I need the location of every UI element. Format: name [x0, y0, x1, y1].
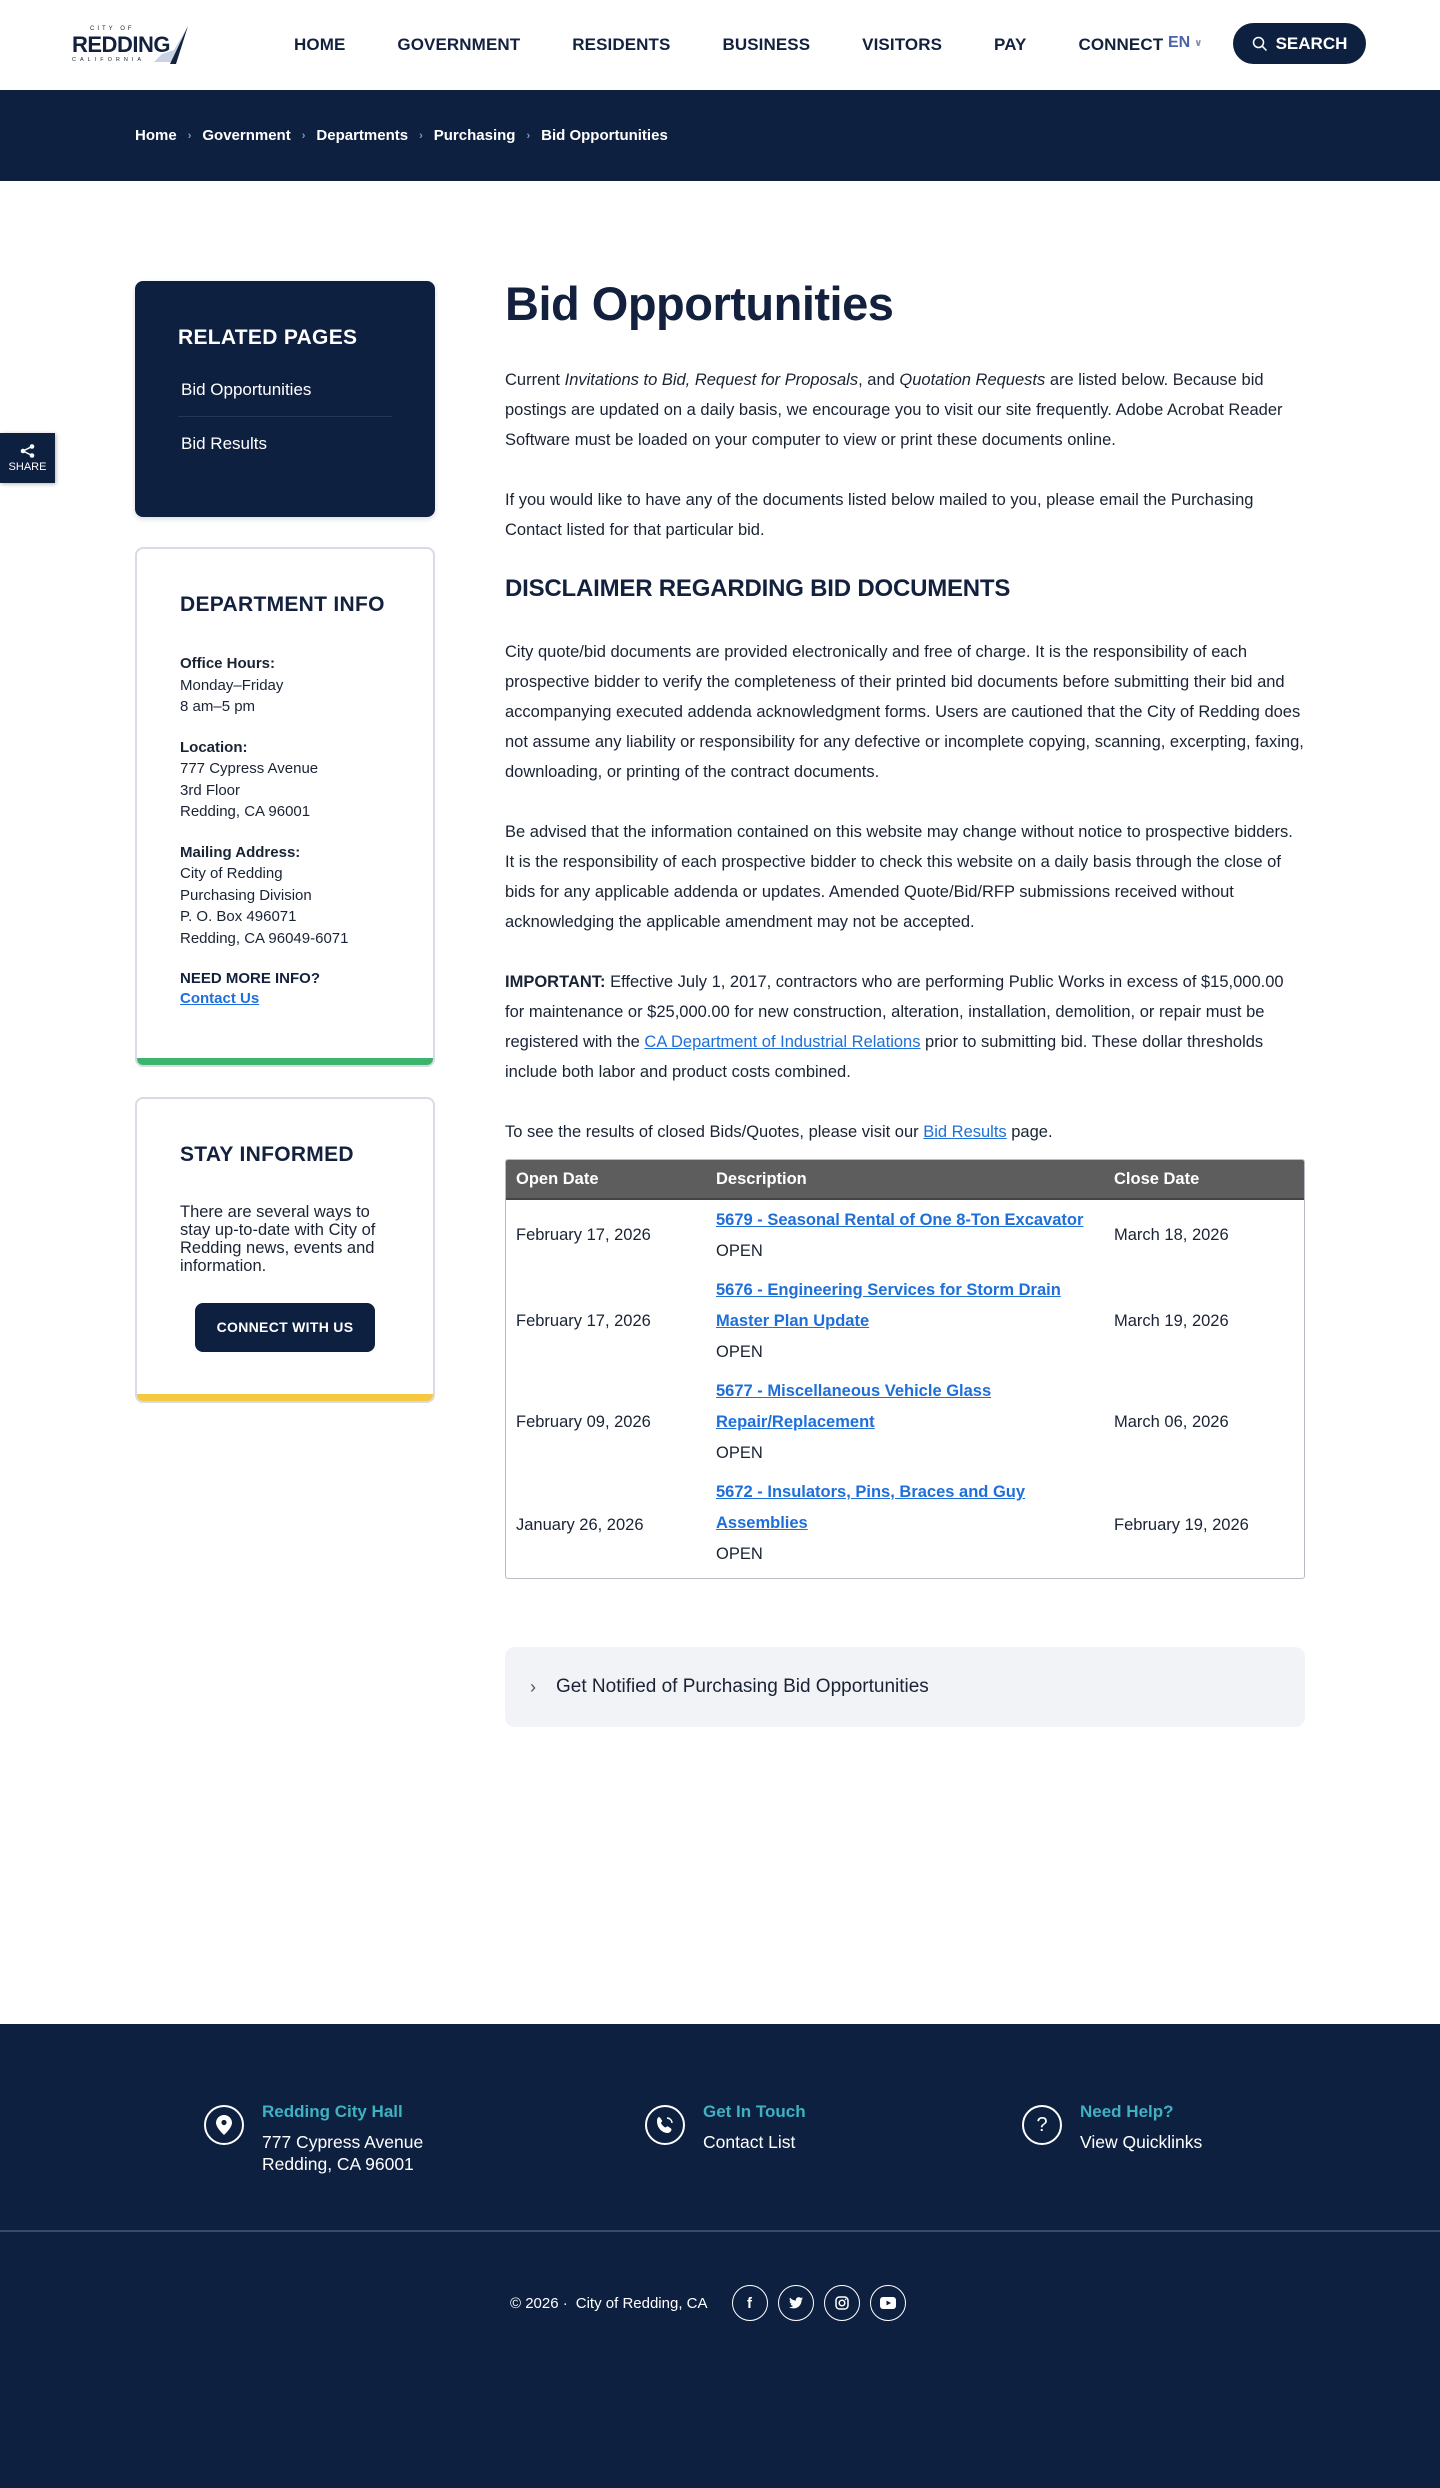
page-body — [0, 181, 1440, 2024]
intro-emphasis: Quotation Requests — [899, 371, 1046, 389]
nav-government[interactable]: GOVERNMENT — [397, 35, 521, 54]
bid-link[interactable]: 5679 - Seasonal Rental of One 8-Ton Excavator — [716, 1211, 1084, 1229]
copyright-year: © 2026 · — [510, 2294, 568, 2312]
footer-address-line: Redding, CA 96001 — [262, 2154, 414, 2174]
logo-redding: REDDING — [72, 32, 170, 57]
important-text: prior to submitting bid. These dollar thresholds include both labor and product costs combined. — [505, 1033, 1264, 1081]
logo-sail-icon — [144, 24, 190, 66]
disclaimer-heading: DISCLAIMER REGARDING BID DOCUMENTS — [505, 575, 1011, 602]
important-paragraph — [505, 967, 1305, 1087]
close-date: March 18, 2026 — [1114, 1226, 1229, 1244]
card-accent-bar — [137, 1394, 433, 1401]
department-info-card — [135, 547, 435, 1067]
table-row — [506, 1473, 1304, 1578]
breadcrumb-band — [0, 90, 1440, 181]
footer-contact-list-link[interactable]: Contact List — [703, 2132, 796, 2152]
footer-need-help-title[interactable]: Need Help? — [1080, 2102, 1174, 2121]
sidebar — [135, 281, 435, 1403]
table-row — [506, 1372, 1304, 1473]
results-paragraph — [505, 1117, 1305, 1147]
get-notified-accordion[interactable] — [505, 1647, 1305, 1727]
logo-city-of: CITY OF — [90, 26, 135, 32]
bid-status: OPEN — [716, 1444, 763, 1462]
stay-informed-text: There are several ways to stay up-to-date with City of Redding news, events and information. — [180, 1203, 376, 1275]
nav-connect[interactable]: CONNECT — [1078, 35, 1164, 54]
language-label: EN — [1168, 34, 1191, 51]
nav-residents[interactable]: RESIDENTS — [572, 35, 671, 54]
site-footer — [0, 2024, 1440, 2488]
nav-home[interactable]: HOME — [294, 35, 346, 54]
search-button[interactable] — [1233, 23, 1366, 64]
footer-get-in-touch-title[interactable]: Get In Touch — [703, 2102, 806, 2121]
card-accent-bar — [137, 1058, 433, 1065]
intro-paragraph — [505, 365, 1305, 455]
mailing-line: P. O. Box 496071 — [180, 908, 297, 925]
breadcrumb — [135, 127, 668, 144]
related-pages-title: RELATED PAGES — [178, 326, 358, 349]
dir-link[interactable]: CA Department of Industrial Relations — [644, 1033, 921, 1051]
footer-divider — [0, 2230, 1440, 2232]
mailing-line: Purchasing Division — [180, 886, 312, 904]
mailing-line: Redding, CA 96049-6071 — [180, 929, 349, 947]
disclaimer-paragraph-2: Be advised that the information contained on this website may change without notice to prospective bidders. It is the responsibility of each prospective bidder to check this website on a daily basis through the close of bids for any applicable addenda or updates. Amended Quote/Bid/RFP submissions received without acknowledging the applicable amendment may not be accepted. — [505, 823, 1293, 931]
open-date: January 26, 2026 — [516, 1516, 644, 1534]
bid-link[interactable]: 5676 - Engineering Services for Storm Drain Master Plan Update — [716, 1281, 1061, 1330]
breadcrumb-departments[interactable]: Departments — [316, 127, 409, 144]
header-open-date: Open Date — [506, 1160, 706, 1200]
mailing-address — [180, 842, 390, 950]
breadcrumb-home[interactable]: Home — [135, 127, 177, 144]
bid-status: OPEN — [716, 1242, 763, 1260]
youtube-icon[interactable] — [870, 2285, 906, 2321]
map-pin-icon — [204, 2105, 244, 2145]
stay-informed-title: STAY INFORMED — [180, 1143, 354, 1166]
office-hours-label: Office Hours: — [180, 655, 276, 672]
related-link-bid-results[interactable]: Bid Results — [181, 434, 267, 453]
chevron-right-icon: › — [526, 129, 531, 142]
bid-status: OPEN — [716, 1343, 763, 1361]
bid-link[interactable]: 5677 - Miscellaneous Vehicle Glass Repair/Replacement — [716, 1382, 992, 1431]
location-line: 3rd Floor — [180, 781, 241, 799]
page-title: Bid Opportunities — [505, 277, 894, 330]
results-text: page. — [1006, 1123, 1053, 1141]
department-info-title: DEPARTMENT INFO — [180, 593, 385, 616]
location-line: 777 Cypress Avenue — [180, 760, 319, 777]
location-label: Location: — [180, 738, 248, 756]
office-hours — [180, 653, 390, 718]
close-date: March 06, 2026 — [1114, 1413, 1229, 1431]
disclaimer-paragraph-1: City quote/bid documents are provided electronically and free of charge. It is the responsibility of each prospective bidder to verify the completeness of their printed bid documents before submitting their bid and accompanying executed addenda acknowledgment forms. Users are cautioned that the City of Redding does not assume any liability or responsibility for any defective or incomplete copying, scanning, excerpting, faxing, downloading, or printing of the contract documents. — [505, 643, 1304, 781]
question-icon: ? — [1022, 2105, 1062, 2145]
nav-business[interactable]: BUSINESS — [722, 35, 811, 54]
contact-us-link[interactable]: Contact Us — [180, 989, 260, 1007]
chevron-right-icon: › — [187, 129, 192, 142]
phone-icon — [645, 2105, 685, 2145]
chevron-right-icon: › — [530, 1676, 536, 1697]
description-cell — [706, 1200, 1104, 1271]
nav-pay[interactable]: PAY — [994, 35, 1027, 54]
description-cell — [706, 1473, 1104, 1578]
location — [180, 737, 390, 823]
language-selector[interactable] — [1168, 34, 1202, 52]
twitter-icon[interactable] — [778, 2285, 814, 2321]
footer-quicklinks-link[interactable]: View Quicklinks — [1080, 2132, 1203, 2152]
footer-city-hall-title[interactable]: Redding City Hall — [262, 2102, 403, 2121]
intro-emphasis: Invitations to Bid, Request for Proposals — [564, 371, 859, 389]
share-label: SHARE — [8, 460, 47, 473]
facebook-icon[interactable]: f — [732, 2285, 768, 2321]
copyright — [510, 2295, 708, 2312]
breadcrumb-government[interactable]: Government — [202, 127, 291, 144]
nav-visitors[interactable]: VISITORS — [862, 35, 943, 54]
important-text: Effective July 1, 2017, contractors who are performing Public Works in excess of $15,000.00 for maintenance or $25,000.00 for new construction, alteration, installation, demolition, or repair must be registered with the — [505, 973, 1284, 1051]
mailing-line: City of Redding — [180, 865, 283, 882]
open-date: February 17, 2026 — [516, 1312, 651, 1330]
main-nav — [268, 0, 1189, 90]
footer-address-line: 777 Cypress Avenue — [262, 2132, 424, 2152]
logo-california: CALIFORNIA — [72, 57, 146, 63]
open-date: February 09, 2026 — [516, 1413, 651, 1431]
stay-informed-card — [135, 1097, 435, 1403]
intro-text: Current — [505, 371, 565, 389]
chevron-right-icon: › — [301, 129, 306, 142]
city-logo[interactable] — [70, 24, 190, 64]
search-icon — [1252, 36, 1268, 52]
footer-city-hall — [204, 2102, 423, 2175]
mail-paragraph: If you would like to have any of the documents listed below mailed to you, please email the Purchasing Contact listed for that particular bid. — [505, 491, 1254, 539]
open-date: February 17, 2026 — [516, 1226, 651, 1244]
site-header — [0, 0, 1440, 90]
table-row — [506, 1271, 1304, 1372]
need-more-info-label: NEED MORE INFO? — [180, 970, 321, 987]
important-label: IMPORTANT: — [505, 973, 606, 991]
footer-get-in-touch — [645, 2102, 806, 2153]
description-cell — [706, 1372, 1104, 1473]
breadcrumb-current: Bid Opportunities — [541, 127, 668, 144]
header-close-date: Close Date — [1104, 1160, 1304, 1200]
table-header-row — [506, 1160, 1304, 1200]
header-description: Description — [706, 1160, 1104, 1200]
search-label: SEARCH — [1275, 33, 1348, 53]
related-pages-panel — [135, 281, 435, 517]
close-date: March 19, 2026 — [1114, 1312, 1229, 1330]
accordion-label: Get Notified of Purchasing Bid Opportunities — [556, 1676, 929, 1697]
main-content — [505, 276, 1305, 1727]
social-links — [732, 2285, 906, 2321]
chevron-down-icon: ∨ — [1194, 37, 1203, 49]
copyright-org: City of Redding, CA — [575, 2294, 708, 2312]
intro-text: are listed below. Because bid postings are updated on a daily basis, we encourage you to visit our site frequently. Adobe Acrobat Reader Software must be loaded on your computer to view or print these documents online. — [505, 371, 1283, 449]
location-line: Redding, CA 96001 — [180, 803, 311, 820]
office-hours-time: 8 am–5 pm — [180, 698, 256, 715]
bid-results-link[interactable]: Bid Results — [923, 1123, 1007, 1141]
bids-table — [505, 1159, 1305, 1579]
mailing-address-label: Mailing Address: — [180, 843, 301, 861]
bid-status: OPEN — [716, 1545, 763, 1563]
office-hours-days: Monday–Friday — [180, 676, 284, 694]
footer-bottom — [510, 2285, 906, 2321]
instagram-icon[interactable] — [824, 2285, 860, 2321]
intro-text: , and — [858, 371, 900, 389]
connect-with-us-button[interactable]: CONNECT WITH US — [195, 1303, 375, 1352]
related-link-bid-opportunities[interactable]: Bid Opportunities — [178, 380, 392, 417]
footer-need-help — [1022, 2102, 1202, 2153]
share-button[interactable] — [0, 433, 55, 483]
share-icon — [20, 444, 36, 458]
table-row — [506, 1200, 1304, 1271]
chevron-right-icon: › — [419, 129, 423, 142]
results-text: To see the results of closed Bids/Quotes, please visit our — [505, 1123, 924, 1141]
bid-link[interactable]: 5672 - Insulators, Pins, Braces and Guy Assemblies — [716, 1483, 1026, 1532]
close-date: February 19, 2026 — [1114, 1516, 1249, 1534]
description-cell — [706, 1271, 1104, 1372]
breadcrumb-purchasing[interactable]: Purchasing — [433, 127, 516, 144]
